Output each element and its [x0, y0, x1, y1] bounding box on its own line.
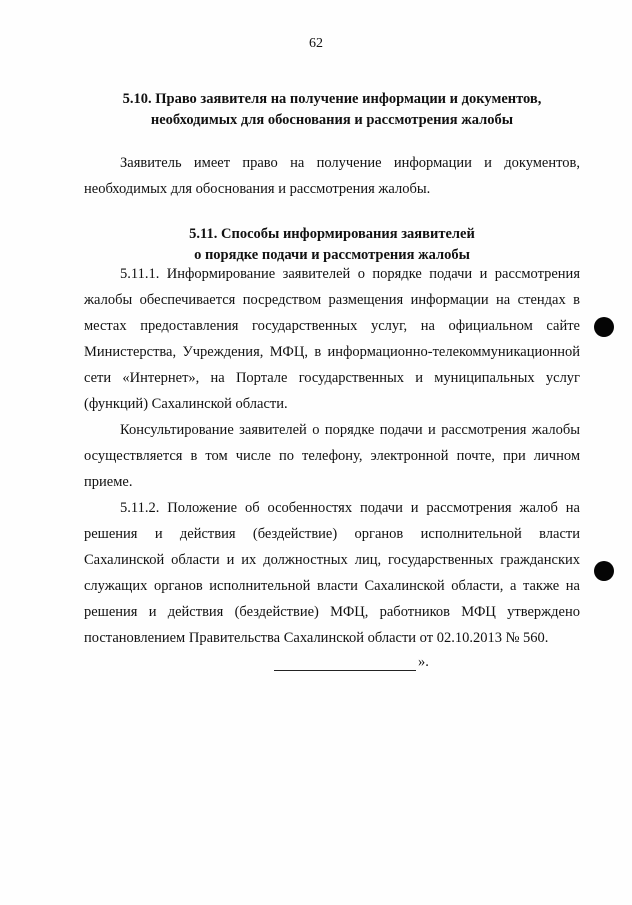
page-number: 62 [309, 36, 323, 51]
paragraph-consultation: Консультирование заявителей о порядке подачи и рассмотрения жалобы осуществляется в том числе по телефону, электронной почте, при личном приеме. [84, 422, 580, 490]
closing-underline [274, 656, 416, 671]
section-5-10-heading-line2: необходимых для обоснования и рассмотрения жалобы [150, 112, 514, 128]
paragraph-5-11-1: 5.11.1. Информирование заявителей о порядке подачи и рассмотрения жалобы обеспечивается посредством размещения информации на стендах в местах предоставления государственных услуг, на официальном сайте Министерства, Учреждения, МФЦ, в информационно-телекоммуникационной сети «Интернет», на Портале государственных и муниципальных услуг (функций) Сахалинской области. [84, 266, 580, 412]
paragraph-5-11-2: 5.11.2. Положение об особенностях подачи и рассмотрения жалоб на решения и действия (бездействие) органов исполнительной власти Сахалинской области и их должностных лиц, государственных гражданских служащих органов исполнительной власти Сахалинской области, а также на решения и действия (бездействие) МФЦ, работников МФЦ утверждено постановлением Правительства Сахалинской области от 02.10.2013 № 560. [84, 500, 580, 646]
closing-quote-mark: ». [418, 654, 429, 670]
section-5-11-heading [84, 224, 580, 266]
section-5-10-heading-line1: 5.10. Право заявителя на получение информации и документов, [122, 91, 542, 107]
section-5-10-paragraph: Заявитель имеет право на получение информации и документов, необходимых для обоснования и рассмотрения жалобы. [84, 155, 580, 198]
section-5-10-heading [84, 89, 580, 131]
punch-hole-lower [594, 561, 614, 581]
closing-line [274, 654, 429, 671]
section-5-11-heading-line2: о порядке подачи и рассмотрения жалобы [194, 247, 470, 263]
punch-hole-upper [594, 317, 614, 337]
section-5-11-heading-line1: 5.11. Способы информирования заявителей [189, 226, 475, 242]
